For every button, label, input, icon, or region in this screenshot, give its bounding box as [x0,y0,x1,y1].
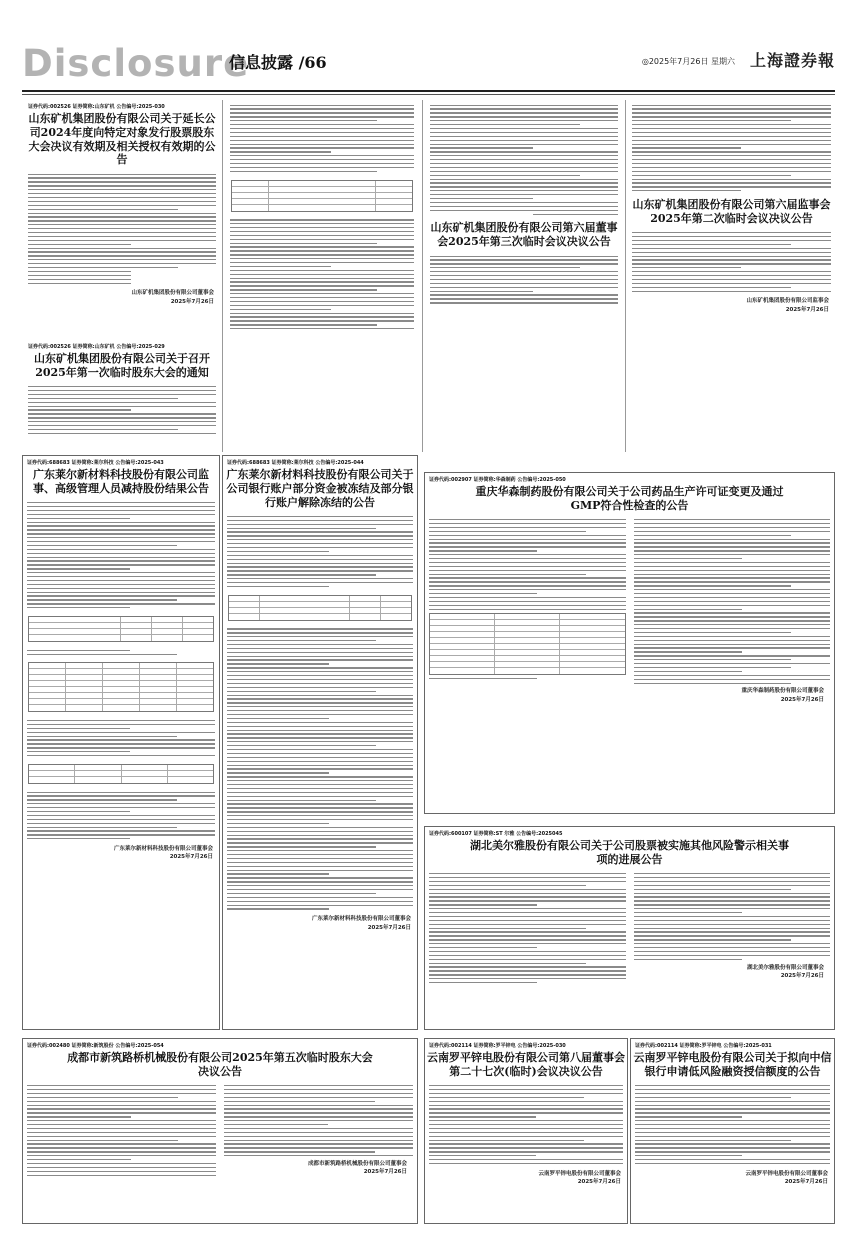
notice-code: 证券代码:002526 证券简称:山东矿机 公告编号:2025-029 [28,344,165,350]
notice-hubei-risk [424,826,835,1030]
notice-title: 山东矿机集团股份有限公司第六届监事会2025年第二次临时会议决议公告 [632,198,831,225]
notice-shandong-supervisory [628,100,835,452]
notice-chongqing-gmp [424,472,835,814]
brand-logo: Disclosure [22,42,250,85]
notice-signature: 云南罗平锌电股份有限公司董事会 2025年7月26日 [538,1170,621,1186]
notice-yunnan-credit [630,1038,835,1224]
notice-signature: 湖北美尔雅股份有限公司董事会 2025年7月26日 [746,964,824,979]
notice-title: 云南罗平锌电股份有限公司第八届董事会第二十七次(临时)会议决议公告 [427,1051,625,1078]
notice-shandong-extension [24,100,220,338]
notice-title: 湖北美尔雅股份有限公司关于公司股票被实施其他风险警示相关事项的进展公告 [470,839,789,866]
notice-body [24,169,220,288]
notice-body [426,100,622,219]
frozen-accounts-table [228,595,412,621]
reduction-table [28,616,214,642]
notice-signature: 山东矿机集团股份有限公司董事会 2025年7月26日 [131,290,214,305]
notice-body [628,100,835,196]
issue-date: ◎2025年7月26日 星期六 [641,57,735,66]
license-change-table [429,613,626,675]
notice-code: 证券代码:600107 证券简称:ST 尔雅 公告编号:2025045 [429,831,563,837]
notice-shandong-meeting-continued [226,100,418,452]
notice-guangdong-freeze [222,455,418,1030]
notice-title: 山东矿机集团股份有限公司第六届董事会2025年第三次临时会议决议公告 [430,221,618,249]
notice-body [425,515,630,707]
notice-chengdu-shareholder-meeting [22,1038,418,1224]
notice-body [425,1081,627,1169]
notice-body [23,1081,220,1181]
notice-title: 广东莱尔新材料科技股份有限公司关于公司银行账户部分资金被冻结及部分银行账户解除冻结的公告 [226,468,414,509]
notice-guangdong-reduction [22,455,220,1030]
notice-title: 山东矿机集团股份有限公司关于召开2025年第一次临时股东大会的通知 [34,352,210,379]
notice-title: 山东矿机集团股份有限公司关于延长公司2024年度向特定对象发行股票股东大会决议有效期及相关授权有效期的公告 [28,112,216,167]
reduction-result-table [28,662,214,712]
notice-code: 证券代码:002114 证券简称:罗平锌电 公告编号:2025-031 [635,1043,772,1049]
notice-body [631,1081,834,1169]
notice-signature: 云南罗平锌电股份有限公司董事会 2025年7月26日 [745,1170,828,1186]
column-divider [222,100,223,452]
column-divider [625,100,626,452]
masthead-rule [22,90,835,92]
notice-body [223,511,417,592]
notice-yunnan-board [424,1038,628,1224]
masthead [22,40,835,90]
notice-shandong-board [426,100,622,452]
notice-body [24,382,220,439]
plan-table [28,764,214,784]
column-divider [422,100,423,452]
notice-signature: 山东矿机集团股份有限公司监事会 2025年7月26日 [746,298,829,313]
notice-code: 证券代码:002480 证券简称:新筑股份 公告编号:2025-054 [27,1043,164,1049]
notice-title: 重庆华森制药股份有限公司关于公司药品生产许可证变更及通过GMP符合性检查的公告 [475,485,784,512]
notice-title: 成都市新筑路桥机械股份有限公司2025年第五次临时股东大会决议公告 [67,1051,373,1078]
notice-signature: 广东莱尔新材料科技股份有限公司董事会 2025年7月26日 [113,846,213,861]
notice-body [226,100,418,177]
masthead-rule-thin [22,94,835,95]
proposal-table [231,180,413,212]
notice-code: 证券代码:002526 证券简称:山东矿机 公告编号:2025-030 [28,104,165,110]
notice-signature: 重庆华森制药股份有限公司董事会 2025年7月26日 [741,688,824,703]
notice-signature: 成都市新筑路桥机械股份有限公司董事会 2025年7月26日 [307,1161,407,1176]
notice-title: 广东莱尔新材料科技股份有限公司监事、高级管理人员减持股份结果公告 [33,468,209,495]
notice-shandong-meeting [24,340,220,452]
notice-code: 证券代码:688683 证券简称:莱尔科技 公告编号:2025-044 [227,460,364,466]
notice-body [23,498,219,614]
notice-title: 云南罗平锌电股份有限公司关于拟向中信银行申请低风险融资授信额度的公告 [633,1051,832,1078]
notice-code: 证券代码:002907 证券简称:华森制药 公告编号:2025-050 [429,477,566,483]
notice-body [425,869,630,988]
notice-signature: 广东莱尔新材料科技股份有限公司董事会 2025年7月26日 [311,916,411,931]
notice-code: 证券代码:688683 证券简称:莱尔科技 公告编号:2025-043 [27,460,164,466]
section-title: 信息披露 /66 [229,53,327,72]
notice-code: 证券代码:002114 证券简称:罗平锌电 公告编号:2025-030 [429,1043,566,1049]
newspaper-name: 上海證券報 [749,51,835,70]
